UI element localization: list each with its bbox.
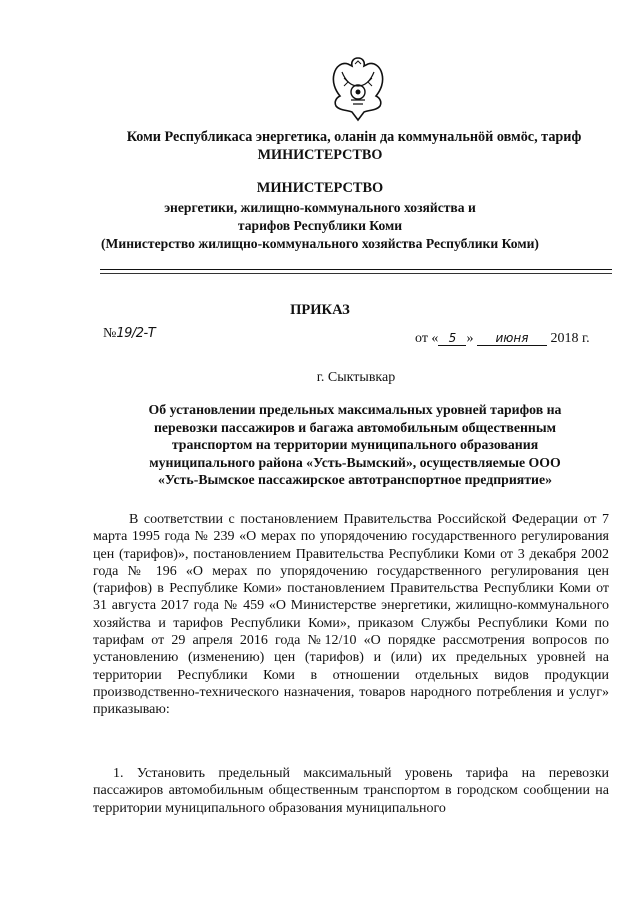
- order-number: [103, 326, 155, 342]
- ministry-name-line1: энергетики, жилищно-коммунального хозяйства и: [164, 200, 476, 215]
- order-item-1: [93, 765, 609, 817]
- date-year: 2018 г.: [550, 331, 590, 346]
- date-prefix: от «: [415, 331, 439, 346]
- order-number-prefix: №: [103, 326, 117, 341]
- komi-coat-of-arms-icon: [322, 52, 394, 124]
- title-line: перевозки пассажиров и багажа автомобильным общественным: [153, 419, 557, 435]
- preamble: [93, 511, 609, 719]
- komi-ministry-label: МИНИСТЕРСТВО: [257, 147, 383, 163]
- order-date: [415, 331, 590, 347]
- header-divider-thick: [100, 269, 612, 270]
- header-divider-thin: [100, 273, 612, 274]
- document-type-title: ПРИКАЗ: [290, 302, 350, 318]
- preamble-paragraph: В соответствии с постановлением Правительства Российской Федерации от 7 марта 1995 года № 239 «О мерах по упорядочению государственного регулирования цен (тарифов)», постановлением Правительства Республики Коми от 3 декабря 2002 года № 196 «О мерах по упорядочению государственного регулирования цен (тарифов) в Республике Коми» постановлением Правительства Республики Коми от 31 августа 2017 года № 459 «О Министерстве энергетики, жилищно-коммунального хозяйства и тарифов Республики Коми», приказом Службы Республики Коми по тарифам от 29 апреля 2016 года №12/10 «О порядке рассмотрения вопросов по установлению (изменению) цен (тарифов) и (или) их предельных уровней на территории Республики Коми в отношении отдельных видов продукции производственно-технического назначения, товаров народного потребления и услуг» приказываю:: [93, 512, 609, 718]
- title-line: «Усть-Вымское пассажирское автотранспортное предприятие»: [158, 472, 552, 487]
- order-item-1-text: 1. Установить предельный максимальный уровень тарифа на перевозки пассажиров автомобильным общественным транспортом в городском сообщении на территории муниципального образования муниципального: [93, 766, 609, 816]
- komi-language-header: Коми Республикаса энергетика, оланін да коммунальнӧй овмӧс, тариф: [126, 129, 582, 145]
- date-day: 5: [438, 331, 466, 346]
- order-title: [120, 401, 590, 489]
- ministry-name-line2: тарифов Республики Коми: [237, 218, 403, 233]
- title-line: транспортом на территории муниципального образования: [171, 437, 539, 452]
- title-line: Об установлении предельных максимальных уровней тарифов на: [148, 402, 562, 417]
- ministry-short-name: (Министерство жилищно-коммунального хозяйства Республики Коми): [101, 236, 539, 251]
- date-month: июня: [477, 331, 547, 346]
- order-number-handwritten: 19/2-Т: [116, 326, 156, 341]
- ministry-heading: МИНИСТЕРСТВО: [256, 180, 384, 196]
- title-line: муниципального района «Усть-Вымский», осуществляемые ООО: [149, 454, 561, 470]
- issue-city: г. Сыктывкар: [316, 370, 396, 385]
- date-mid: »: [466, 331, 474, 346]
